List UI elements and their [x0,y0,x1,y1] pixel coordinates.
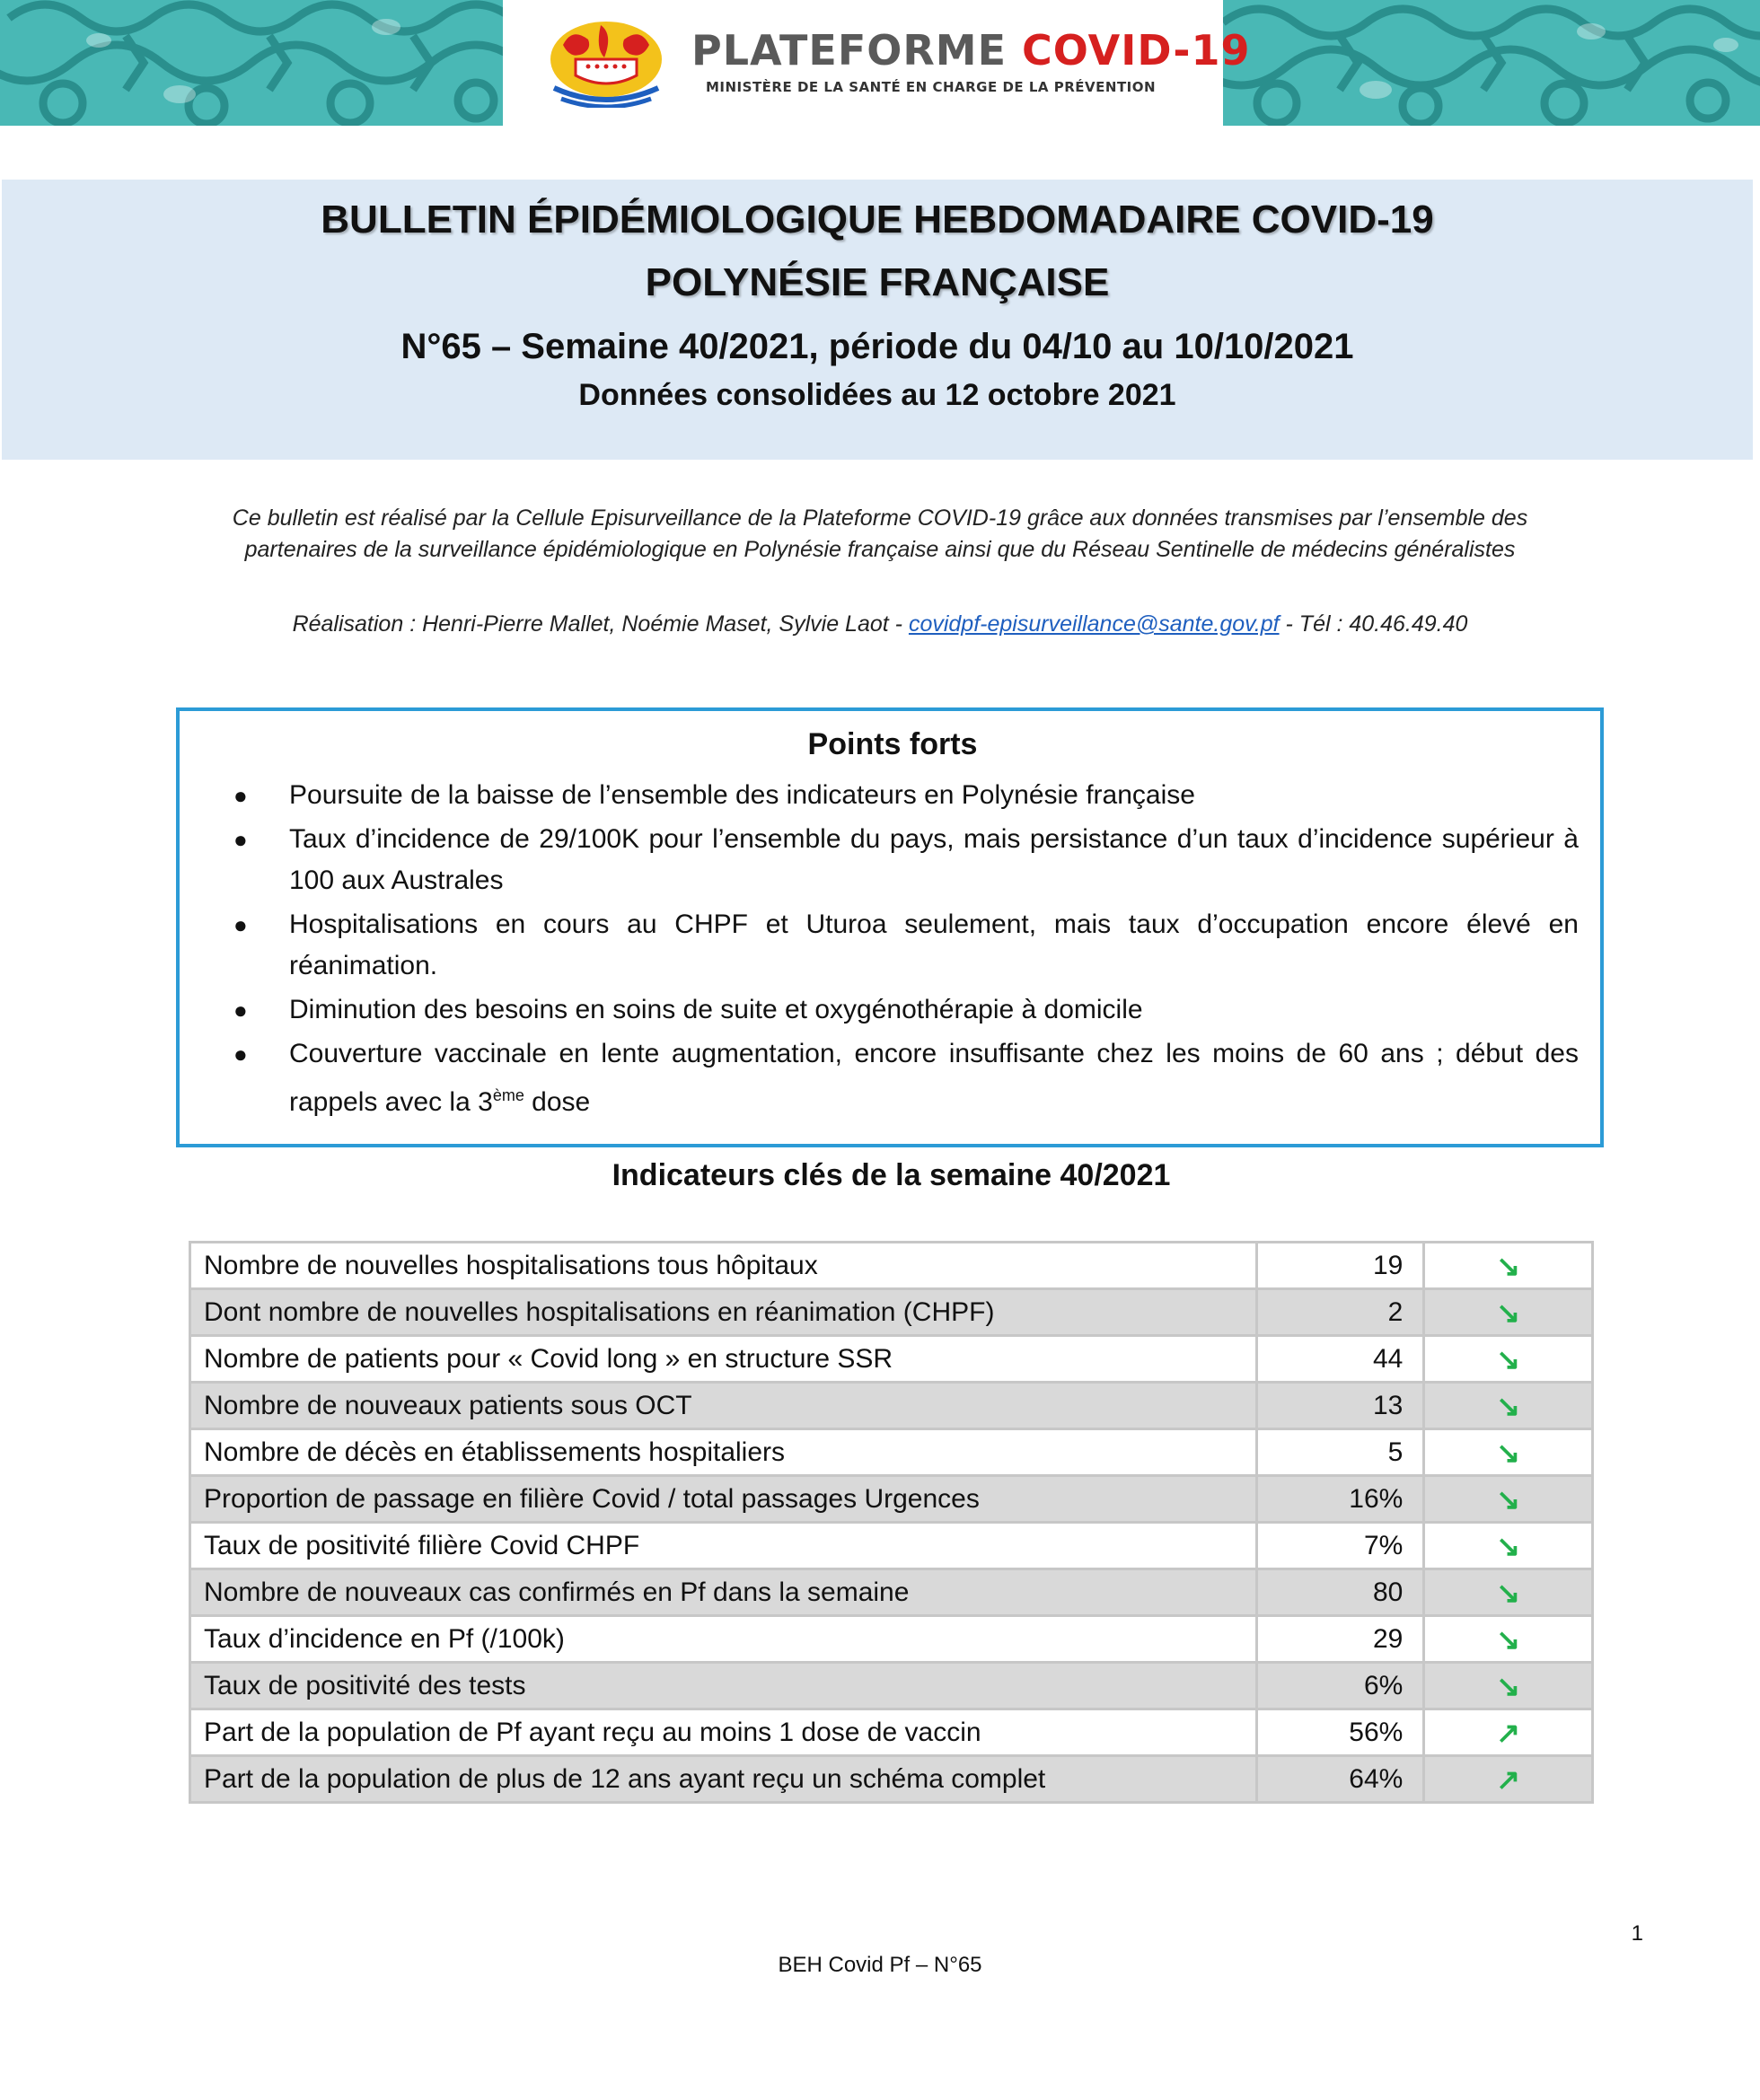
credits-phone: - Tél : 40.46.49.40 [1279,611,1468,637]
list-item-text-end: dose [524,1087,591,1117]
indicator-value: 7% [1256,1523,1424,1569]
trend-arrow-icon: ↘ [1424,1429,1593,1476]
bulletin-title: BULLETIN ÉPIDÉMIOLOGIQUE HEBDOMADAIRE COVID-19 [321,198,1434,242]
ordinal-superscript: ème [492,1086,524,1104]
table-row [190,1569,1593,1616]
indicator-label: Nombre de nouvelles hospitalisations tous hôpitaux [190,1243,1257,1289]
table-row [190,1383,1593,1429]
indicator-label: Taux de positivité des tests [190,1663,1257,1709]
list-item [233,1033,1579,1123]
table-row [190,1243,1593,1289]
indicator-label: Proportion de passage en filière Covid / total passages Urgences [190,1476,1257,1523]
trend-arrow-icon: ↗ [1424,1709,1593,1756]
list-item [233,819,1579,901]
credits-line [72,609,1688,640]
indicator-label: Taux d’incidence en Pf (/100k) [190,1616,1257,1663]
table-row [190,1756,1593,1803]
trend-arrow-icon: ↘ [1424,1243,1593,1289]
indicator-value: 44 [1256,1336,1424,1383]
indicator-label: Nombre de nouveaux cas confirmés en Pf dans la semaine [190,1569,1257,1616]
brand-subtitle: MINISTÈRE DE LA SANTÉ EN CHARGE DE LA PRÉVENTION [706,79,1157,95]
header-banner [0,0,1760,126]
table-row [190,1429,1593,1476]
table-row [190,1709,1593,1756]
table-row [190,1476,1593,1523]
list-item [233,989,1579,1031]
indicator-value: 64% [1256,1756,1424,1803]
indicator-value: 13 [1256,1383,1424,1429]
bulletin-title-box [2,180,1753,460]
intro-line-2: partenaires de la surveillance épidémiologique en Polynésie française ainsi que du Réseau Sentinelle de médecins généralistes [244,537,1516,562]
indicator-label: Nombre de nouveaux patients sous OCT [190,1383,1257,1429]
bullet-icon: ● [233,782,248,809]
indicators-table [189,1241,1594,1804]
bulletin-issue-period: N°65 – Semaine 40/2021, période du 04/10 au 10/10/2021 [400,327,1354,366]
indicator-label: Dont nombre de nouvelles hospitalisations en réanimation (CHPF) [190,1289,1257,1336]
points-forts-list [233,775,1579,1123]
trend-arrow-icon: ↘ [1424,1616,1593,1663]
indicator-value: 2 [1256,1289,1424,1336]
trend-arrow-icon: ↘ [1424,1523,1593,1569]
table-row [190,1289,1593,1336]
bullet-icon: ● [233,1041,248,1068]
trend-arrow-icon: ↘ [1424,1663,1593,1709]
indicator-label: Part de la population de plus de 12 ans ayant reçu un schéma complet [190,1756,1257,1803]
indicator-label: Part de la population de Pf ayant reçu au moins 1 dose de vaccin [190,1709,1257,1756]
polynesian-pattern-right [1223,0,1760,126]
list-item-text: Taux d’incidence de 29/100K pour l’ensemble du pays, mais persistance d’un taux d’incidence supérieur à 100 aux Australes [289,824,1579,895]
page-number: 1 [1631,1921,1643,1946]
trend-arrow-icon: ↘ [1424,1383,1593,1429]
bulletin-consolidation-date: Données consolidées au 12 octobre 2021 [578,378,1176,412]
indicator-label: Nombre de patients pour « Covid long » en structure SSR [190,1336,1257,1383]
brand-title [691,25,1251,75]
brand-title-prefix: PLATEFORME [691,26,1023,75]
list-item [233,904,1579,987]
trend-arrow-icon: ↘ [1424,1336,1593,1383]
polynesian-pattern-left [0,0,503,126]
indicator-label: Nombre de décès en établissements hospitaliers [190,1429,1257,1476]
intro-line-1: Ce bulletin est réalisé par la Cellule Episurveillance de la Plateforme COVID-19 grâce aux données transmises par l’ensemble des [232,505,1528,531]
intro-paragraph [72,503,1688,566]
trend-arrow-icon: ↘ [1424,1289,1593,1336]
bullet-icon: ● [233,826,248,853]
table-row [190,1336,1593,1383]
trend-arrow-icon: ↗ [1424,1756,1593,1803]
page-footer: BEH Covid Pf – N°65 [778,1953,982,1977]
indicator-value: 56% [1256,1709,1424,1756]
brand-title-highlight: COVID-19 [1022,26,1251,75]
contact-email-link[interactable]: covidpf-episurveillance@sante.gov.pf [908,611,1280,637]
polynesia-emblem-logo [543,18,669,108]
table-row [190,1523,1593,1569]
indicator-value: 16% [1256,1476,1424,1523]
table-row [190,1663,1593,1709]
points-forts-title: Points forts [807,727,978,761]
indicators-title: Indicateurs clés de la semaine 40/2021 [612,1158,1171,1192]
trend-arrow-icon: ↘ [1424,1569,1593,1616]
list-item [233,775,1579,816]
platform-brand [691,25,1251,95]
bullet-icon: ● [233,997,248,1024]
indicator-value: 29 [1256,1616,1424,1663]
indicator-value: 19 [1256,1243,1424,1289]
credits-authors: Réalisation : Henri-Pierre Mallet, Noémie Maset, Sylvie Laot - [292,611,909,637]
indicator-label: Taux de positivité filière Covid CHPF [190,1523,1257,1569]
bullet-icon: ● [233,911,248,938]
indicator-value: 5 [1256,1429,1424,1476]
indicator-value: 6% [1256,1663,1424,1709]
list-item-text: Couverture vaccinale en lente augmentation, encore insuffisante chez les moins de 60 ans ; début des rappels avec la 3 [289,1039,1579,1117]
list-item-text: Hospitalisations en cours au CHPF et Uturoa seulement, mais taux d’occupation encore élevé en réanimation. [289,909,1579,980]
table-row [190,1616,1593,1663]
points-forts-box [176,707,1604,1147]
indicator-value: 80 [1256,1569,1424,1616]
bulletin-region: POLYNÉSIE FRANÇAISE [645,260,1110,304]
list-item-text: Poursuite de la baisse de l’ensemble des indicateurs en Polynésie française [289,780,1195,810]
trend-arrow-icon: ↘ [1424,1476,1593,1523]
list-item-text: Diminution des besoins en soins de suite et oxygénothérapie à domicile [289,995,1143,1024]
